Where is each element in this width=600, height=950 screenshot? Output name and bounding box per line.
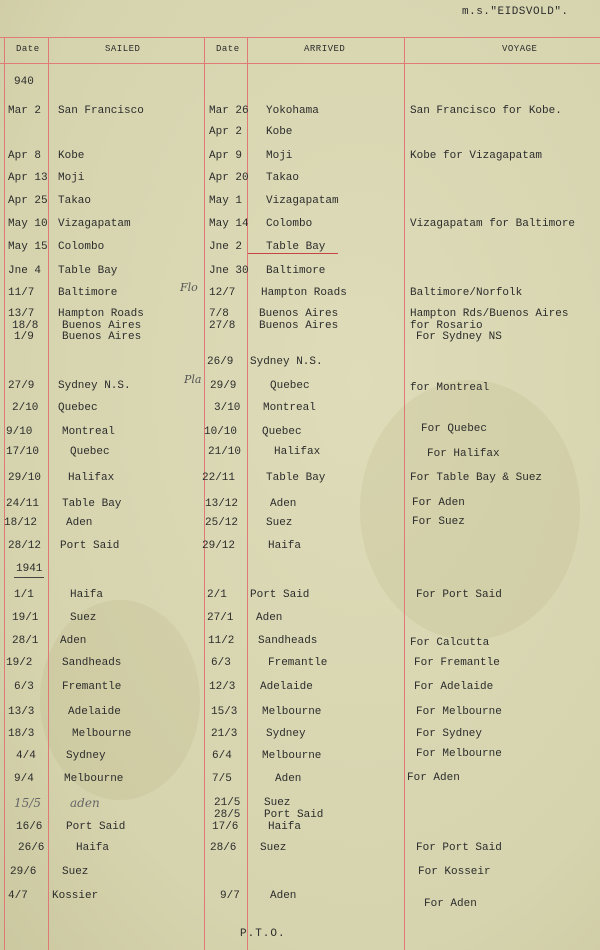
sailed-port: Table Bay	[58, 265, 118, 277]
sailed-date: 9/10	[6, 426, 33, 438]
table-bay-underline	[248, 253, 338, 254]
arrived-port: Hampton Roads	[261, 287, 347, 299]
arrived-port: Halifax	[274, 446, 321, 458]
arrived-port: Vizagapatam	[266, 195, 339, 207]
arrived-port: Adelaide	[260, 681, 313, 693]
arrived-port: Haifa	[268, 821, 302, 833]
header-date-sailed: Date	[16, 44, 40, 54]
arrived-port: Table Bay	[266, 241, 326, 253]
sailed-date: 15/5	[14, 796, 41, 810]
sailed-port: Buenos Aires	[62, 331, 142, 343]
sailed-date: May 10	[8, 218, 48, 230]
arrived-date: 26/9	[207, 356, 234, 368]
arrived-port: Kobe	[266, 126, 293, 138]
sailed-port: Hampton Roads	[58, 308, 144, 320]
voyage-note: For Aden	[424, 898, 477, 910]
arrived-port: Table Bay	[266, 472, 326, 484]
ship-title: m.s."EIDSVOLD".	[462, 6, 569, 18]
arrived-date: 2/1	[207, 589, 227, 601]
sailed-date: 1/9	[14, 331, 34, 343]
arrived-port: Colombo	[266, 218, 313, 230]
sailed-date: 2/10	[12, 402, 39, 414]
page-footer: P.T.O.	[240, 928, 286, 940]
arrived-port: Port Said	[264, 809, 324, 821]
arrived-port: Aden	[256, 612, 283, 624]
sailed-port: Haifa	[70, 589, 104, 601]
sailed-date: May 15	[8, 241, 48, 253]
arrived-date: 17/6	[212, 821, 239, 833]
arrived-date: 21/3	[211, 728, 238, 740]
arrived-date: 7/8	[209, 308, 229, 320]
column-rule	[404, 37, 405, 950]
arrived-date: Jne 2	[209, 241, 243, 253]
column-rule	[204, 37, 205, 950]
arrived-date: 25/12	[205, 517, 239, 529]
sailed-port: Montreal	[62, 426, 115, 438]
margin-note-1: Flo	[180, 281, 198, 294]
arrived-date: 29/9	[210, 380, 237, 392]
voyage-note: for Rosario	[410, 320, 483, 332]
arrived-port: Quebec	[262, 426, 302, 438]
arrived-port: Suez	[264, 797, 291, 809]
arrived-port: Haifa	[268, 540, 302, 552]
arrived-date: 28/5	[214, 809, 241, 821]
sailed-date: 13/7	[8, 308, 35, 320]
sailed-date: 29/10	[8, 472, 42, 484]
sailed-date: 27/9	[8, 380, 35, 392]
voyage-note: San Francisco for Kobe.	[410, 105, 562, 117]
sailed-port: Fremantle	[62, 681, 122, 693]
voyage-note: Baltimore/Norfolk	[410, 287, 523, 299]
sailed-port: Aden	[60, 635, 87, 647]
arrived-port: Baltimore	[266, 265, 326, 277]
sailed-date: 18/12	[4, 517, 38, 529]
voyage-note: For Suez	[412, 516, 465, 528]
sailed-date: 940	[14, 76, 34, 88]
arrived-port: Fremantle	[268, 657, 328, 669]
arrived-port: Aden	[270, 890, 297, 902]
arrived-date: 6/3	[211, 657, 231, 669]
voyage-note: For Port Said	[416, 842, 502, 854]
header-bottom-rule	[0, 63, 600, 64]
arrived-port: Sydney N.S.	[250, 356, 323, 368]
sailed-date: Apr 13	[8, 172, 48, 184]
arrived-date: May 1	[209, 195, 243, 207]
sailed-port: Port Said	[60, 540, 120, 552]
sailed-date: Apr 8	[8, 150, 42, 162]
header-voyage: VOYAGE	[502, 44, 538, 54]
arrived-date: 15/3	[211, 706, 238, 718]
sailed-port: Sandheads	[62, 657, 122, 669]
voyage-note: for Montreal	[410, 382, 490, 394]
sailed-date: 11/7	[8, 287, 35, 299]
arrived-date: 21/10	[208, 446, 242, 458]
arrived-date: 12/7	[209, 287, 236, 299]
arrived-date: 27/8	[209, 320, 236, 332]
sailed-date: 17/10	[6, 446, 40, 458]
sailed-date: 4/7	[8, 890, 28, 902]
arrived-date: 21/5	[214, 797, 241, 809]
voyage-note: Hampton Rds/Buenos Aires	[410, 308, 569, 320]
sailed-date: Jne 4	[8, 265, 42, 277]
arrived-port: Suez	[260, 842, 287, 854]
sailed-port: Takao	[58, 195, 92, 207]
arrived-port: Moji	[266, 150, 293, 162]
arrived-port: Port Said	[250, 589, 310, 601]
sailed-port: Melbourne	[64, 773, 124, 785]
sailed-date: 26/6	[18, 842, 45, 854]
sailed-date: 28/12	[8, 540, 42, 552]
voyage-note: For Aden	[412, 497, 465, 509]
sailed-date: 29/6	[10, 866, 37, 878]
arrived-date: Mar 26	[209, 105, 249, 117]
arrived-date: May 14	[209, 218, 249, 230]
voyage-note: For Table Bay & Suez	[410, 472, 543, 484]
sailed-port: Kossier	[52, 890, 99, 902]
margin-note-2: Pla	[184, 373, 202, 386]
arrived-date: Jne 30	[209, 265, 249, 277]
arrived-port: Sydney	[266, 728, 306, 740]
sailed-port: Sydney N.S.	[58, 380, 131, 392]
sailed-date: 18/8	[12, 320, 39, 332]
header-date-arrived: Date	[216, 44, 240, 54]
sailed-port: Colombo	[58, 241, 105, 253]
sailed-port: Halifax	[68, 472, 115, 484]
sailed-port: Suez	[70, 612, 97, 624]
sailed-date: 4/4	[16, 750, 36, 762]
voyage-note: For Adelaide	[414, 681, 494, 693]
sailed-port: Vizagapatam	[58, 218, 131, 230]
voyage-note: For Kosseir	[418, 866, 491, 878]
column-rule	[4, 37, 5, 950]
sailed-date: 1/1	[14, 589, 34, 601]
arrived-port: Melbourne	[262, 706, 322, 718]
arrived-port: Buenos Aires	[259, 320, 339, 332]
sailed-date: 6/3	[14, 681, 34, 693]
sailed-date: Mar 2	[8, 105, 42, 117]
sailed-date: 9/4	[14, 773, 34, 785]
voyage-note: Vizagapatam for Baltimore	[410, 218, 576, 230]
voyage-note: For Melbourne	[416, 706, 502, 718]
sailed-port: Suez	[62, 866, 89, 878]
voyage-note: For Sydney NS	[416, 331, 502, 343]
sailed-date: 13/3	[8, 706, 35, 718]
arrived-port: Aden	[275, 773, 302, 785]
sailed-port: Aden	[66, 517, 93, 529]
sailed-port: Kobe	[58, 150, 85, 162]
arrived-date: 7/5	[212, 773, 232, 785]
arrived-date: 22/11	[202, 472, 236, 484]
sailed-port: Adelaide	[68, 706, 121, 718]
sailed-port: Port Said	[66, 821, 126, 833]
voyage-note: For Sydney	[416, 728, 483, 740]
sailed-port: Melbourne	[72, 728, 132, 740]
arrived-port: Buenos Aires	[259, 308, 339, 320]
voyage-note: For Halifax	[427, 448, 500, 460]
sailed-date: Apr 25	[8, 195, 48, 207]
arrived-port: Takao	[266, 172, 300, 184]
arrived-port: Sandheads	[258, 635, 318, 647]
arrived-date: 13/12	[205, 498, 239, 510]
sailed-port: Quebec	[58, 402, 98, 414]
sailed-date: 28/1	[12, 635, 39, 647]
arrived-port: Aden	[270, 498, 297, 510]
arrived-date: 3/10	[214, 402, 241, 414]
sailed-date: 16/6	[16, 821, 43, 833]
voyage-note: For Fremantle	[414, 657, 500, 669]
sailed-date: 18/3	[8, 728, 35, 740]
sailed-port: Baltimore	[58, 287, 118, 299]
arrived-date: 6/4	[212, 750, 232, 762]
sailed-port: Sydney	[66, 750, 106, 762]
sailed-port: aden	[70, 796, 100, 810]
arrived-port: Melbourne	[262, 750, 322, 762]
arrived-date: Apr 9	[209, 150, 243, 162]
sailed-port: Buenos Aires	[62, 320, 142, 332]
sailed-port: Moji	[58, 172, 85, 184]
sailed-date: 24/11	[6, 498, 40, 510]
arrived-date: Apr 2	[209, 126, 243, 138]
sailed-date: 19/1	[12, 612, 39, 624]
sailed-date: 19/2	[6, 657, 33, 669]
voyage-note: For Aden	[407, 772, 460, 784]
column-rule	[48, 37, 49, 950]
arrived-date: 29/12	[202, 540, 236, 552]
arrived-date: 10/10	[204, 426, 238, 438]
arrived-date: 28/6	[210, 842, 237, 854]
arrived-port: Montreal	[263, 402, 316, 414]
arrived-date: 12/3	[209, 681, 236, 693]
voyage-note: For Melbourne	[416, 748, 502, 760]
header-arrived: ARRIVED	[304, 44, 346, 54]
header-top-rule	[0, 37, 600, 38]
sailed-date: 1941	[16, 563, 43, 575]
arrived-date: 11/2	[208, 635, 235, 647]
arrived-port: Yokohama	[266, 105, 319, 117]
arrived-date: Apr 20	[209, 172, 249, 184]
year-underline	[14, 577, 44, 578]
sailed-port: Quebec	[70, 446, 110, 458]
voyage-note: Kobe for Vizagapatam	[410, 150, 543, 162]
arrived-port: Suez	[266, 517, 293, 529]
arrived-date: 27/1	[207, 612, 234, 624]
header-sailed: SAILED	[105, 44, 141, 54]
arrived-port: Quebec	[270, 380, 310, 392]
voyage-note: For Quebec	[421, 423, 488, 435]
sailed-port: Haifa	[76, 842, 110, 854]
arrived-date: 9/7	[220, 890, 240, 902]
sailed-port: San Francisco	[58, 105, 144, 117]
voyage-note: For Calcutta	[410, 637, 490, 649]
voyage-note: For Port Said	[416, 589, 502, 601]
sailed-port: Table Bay	[62, 498, 122, 510]
